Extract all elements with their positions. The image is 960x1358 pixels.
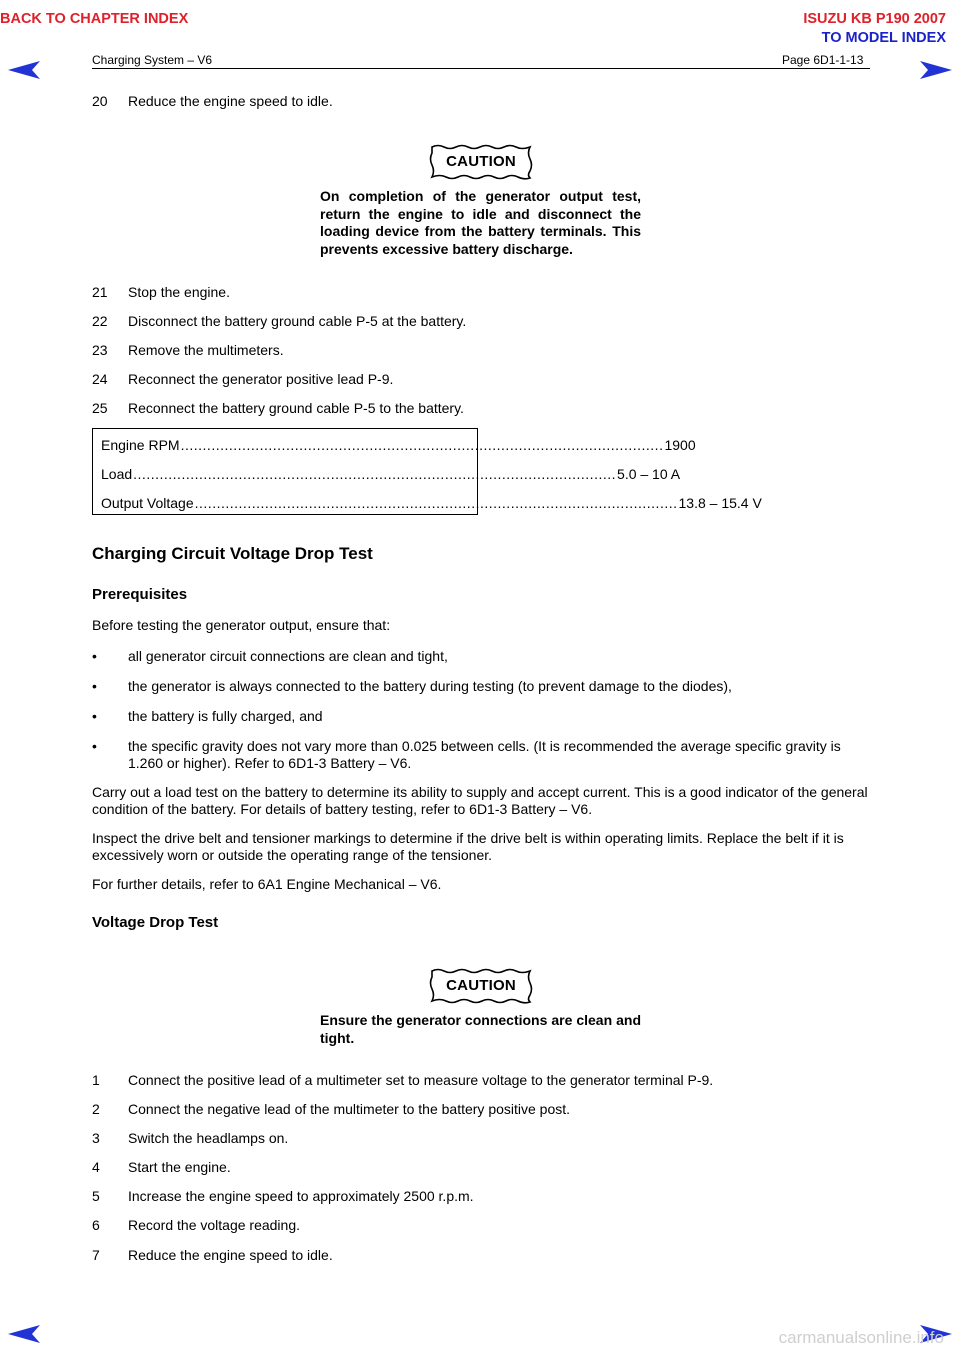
step-text: Switch the headlamps on. <box>128 1130 289 1146</box>
spec-label: Output Voltage <box>101 495 194 511</box>
header-section-title: Charging System – V6 <box>92 53 213 67</box>
step-text: Reduce the engine speed to idle. <box>128 93 333 109</box>
step-item <box>92 1217 300 1234</box>
step-number: 5 <box>92 1188 100 1204</box>
list-item-text: the generator is always connected to the battery during testing (to prevent damage to the diodes), <box>128 678 732 694</box>
prerequisites-heading: Prerequisites <box>92 586 188 603</box>
step-text: Reduce the engine speed to idle. <box>128 1247 333 1263</box>
step-text: Stop the engine. <box>128 284 230 300</box>
step-item <box>92 313 466 330</box>
step-text: Connect the positive lead of a multimeter set to measure voltage to the generator terminal P-9. <box>128 1072 714 1088</box>
step-item <box>92 1159 231 1176</box>
spec-row <box>101 466 681 482</box>
step-number: 6 <box>92 1217 100 1233</box>
step-number: 3 <box>92 1130 100 1146</box>
step-item <box>92 1101 570 1118</box>
caution-text: On completion of the generator output test, return the engine to idle and disconnect the loading device from the battery terminals. This prevents excessive battery discharge. <box>320 188 641 257</box>
watermark: carmanualsonline.info <box>778 1328 944 1347</box>
caution-box <box>430 144 532 180</box>
step-text: Remove the multimeters. <box>128 342 284 358</box>
step-text: Reconnect the generator positive lead P-9. <box>128 371 394 387</box>
step-item <box>92 1247 333 1264</box>
list-item-text: the battery is fully charged, and <box>128 708 323 724</box>
step-item <box>92 342 284 359</box>
list-item <box>92 678 870 695</box>
bullet-icon: • <box>92 678 97 694</box>
prerequisites-intro: Before testing the generator output, ensure that: <box>92 617 391 633</box>
voltage-drop-heading: Voltage Drop Test <box>92 914 219 931</box>
caution-label: CAUTION <box>446 153 516 170</box>
step-item <box>92 1188 474 1205</box>
battery-load-test-paragraph: Carry out a load test on the battery to determine its ability to supply and accept current. This is a good indicator of the general condition of the battery. For details of battery testing, refer to 6D1-3 Battery – V6. <box>92 784 868 817</box>
spec-leader-dots: .............................................................................................................. <box>133 466 617 482</box>
to-model-index-link[interactable]: TO MODEL INDEX <box>821 30 946 46</box>
step-number: 22 <box>92 313 108 329</box>
spec-leader-dots: .............................................................................................................. <box>194 495 678 511</box>
step-item <box>92 400 464 417</box>
step-number: 23 <box>92 342 108 358</box>
previous-page-arrow-icon[interactable] <box>8 61 40 79</box>
step-number: 1 <box>92 1072 100 1088</box>
step-text: Record the voltage reading. <box>128 1217 300 1233</box>
spec-table <box>92 428 762 515</box>
spec-leader-dots: .............................................................................................................. <box>180 437 664 453</box>
step-text: Connect the negative lead of the multimeter to the battery positive post. <box>128 1101 571 1117</box>
spec-row <box>101 495 762 511</box>
bullet-icon: • <box>92 708 97 724</box>
step-text: Start the engine. <box>128 1159 231 1175</box>
spec-label: Load <box>101 466 133 482</box>
step-number: 4 <box>92 1159 100 1175</box>
back-to-chapter-index-link[interactable]: BACK TO CHAPTER INDEX <box>0 11 189 27</box>
caution-box <box>430 968 532 1004</box>
spec-value: 1900 <box>664 437 696 453</box>
drive-belt-paragraph: Inspect the drive belt and tensioner markings to determine if the drive belt is within operating limits. Replace the belt if it is excessively worn or outside the operating range of the tensioner. <box>92 830 844 863</box>
step-text: Increase the engine speed to approximately 2500 r.p.m. <box>128 1188 474 1204</box>
spec-value: 5.0 – 10 A <box>617 466 681 482</box>
step-number: 2 <box>92 1101 100 1117</box>
list-item <box>92 738 870 772</box>
further-details-paragraph: For further details, refer to 6A1 Engine Mechanical – V6. <box>92 876 442 892</box>
step-number: 24 <box>92 371 108 387</box>
list-item-text: the specific gravity does not vary more than 0.025 between cells. (It is recommended the average specific gravity is 1.260 or higher). Refer to 6D1-3 Battery – V6. <box>128 738 841 771</box>
caution-text: Ensure the generator connections are clean and tight. <box>320 1012 641 1046</box>
step-text: Reconnect the battery ground cable P-5 to the battery. <box>128 400 464 416</box>
step-item <box>92 1072 713 1089</box>
step-item <box>92 93 333 110</box>
section-title: Charging Circuit Voltage Drop Test <box>92 544 373 563</box>
model-title-link[interactable]: ISUZU KB P190 2007 <box>803 11 946 27</box>
bullet-icon: • <box>92 648 97 664</box>
header-divider <box>92 68 870 69</box>
list-item <box>92 708 870 725</box>
caution-label: CAUTION <box>446 977 516 994</box>
step-number: 21 <box>92 284 108 300</box>
header-page-number: Page 6D1-1-13 <box>782 53 864 67</box>
bullet-icon: • <box>92 738 97 754</box>
spec-value: 13.8 – 15.4 V <box>678 495 762 511</box>
step-number: 7 <box>92 1247 100 1263</box>
step-number: 20 <box>92 93 108 109</box>
list-item <box>92 648 870 665</box>
step-number: 25 <box>92 400 108 416</box>
spec-label: Engine RPM <box>101 437 180 453</box>
list-item-text: all generator circuit connections are clean and tight, <box>128 648 448 664</box>
previous-page-arrow-icon[interactable] <box>8 1325 40 1343</box>
step-text: Disconnect the battery ground cable P-5 at the battery. <box>128 313 467 329</box>
step-item <box>92 1130 288 1147</box>
step-item <box>92 284 230 301</box>
step-item <box>92 371 393 388</box>
next-page-arrow-icon[interactable] <box>920 61 952 79</box>
spec-row <box>101 437 696 453</box>
